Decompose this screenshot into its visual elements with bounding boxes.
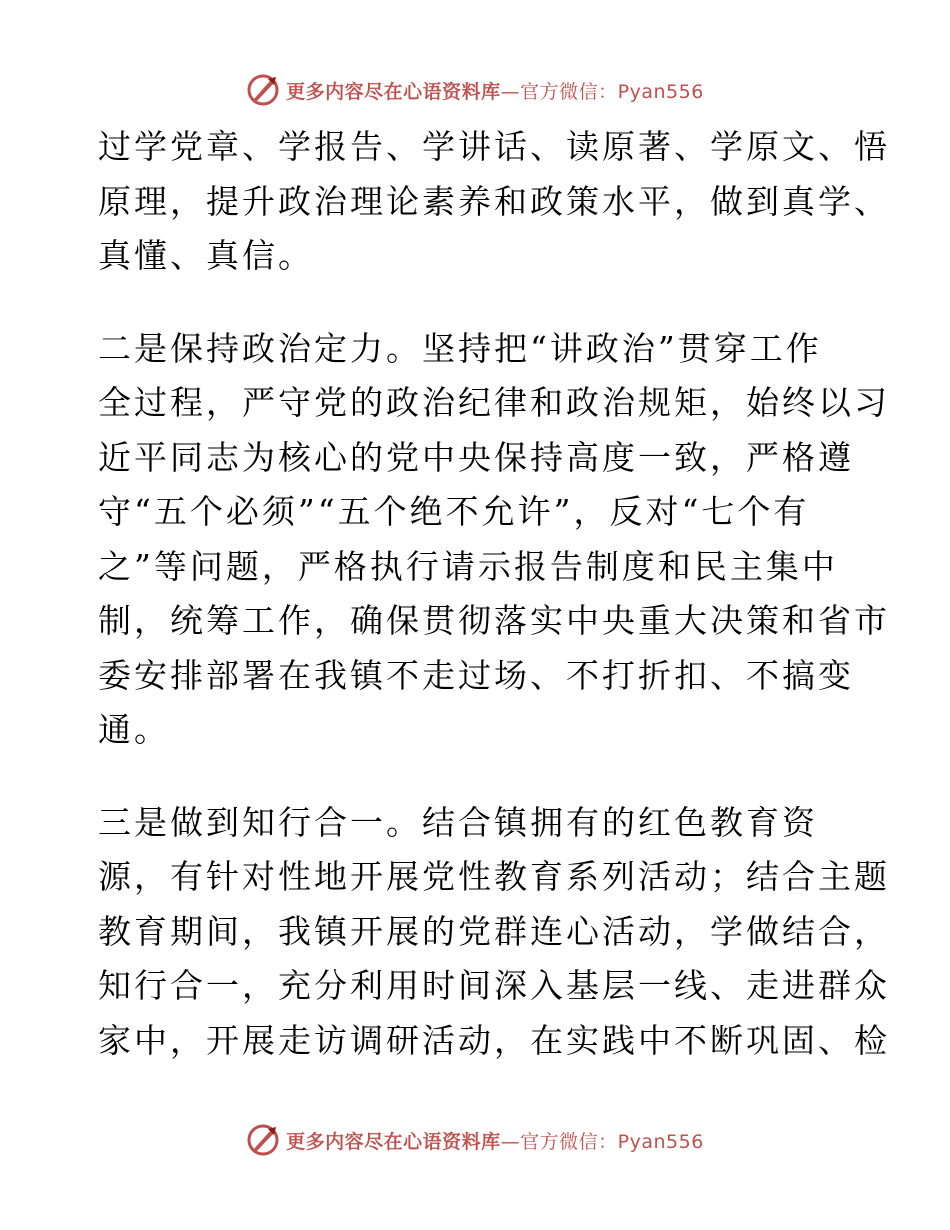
header-brand: 更多内容尽在心语资料库 xyxy=(286,80,501,103)
footer-separator: — xyxy=(500,1130,521,1153)
paragraph xyxy=(98,796,890,1069)
footer-text xyxy=(286,1127,704,1154)
text-line: 知行合一，充分利用时间深入基层一线、走进群众 xyxy=(98,966,890,1005)
text-line: 通。 xyxy=(98,710,170,749)
header-text xyxy=(286,77,704,104)
quill-logo-icon xyxy=(246,1123,280,1157)
text-line: 教育期间，我镇开展的党群连心活动，学做结合， xyxy=(98,911,890,951)
footer-brand: 更多内容尽在心语资料库 xyxy=(286,1130,501,1153)
footer-contact: 官方微信：Pyan556 xyxy=(520,1130,704,1153)
header-separator: — xyxy=(500,80,521,103)
text-line: 守“五个必须”“五个绝不允许”，反对“七个有 xyxy=(98,492,810,531)
text-line: 原理，提升政治理论素养和政策水平，做到真学、 xyxy=(98,181,890,221)
text-line: 二是保持政治定力。坚持把“讲政治”贯穿工作 xyxy=(98,328,822,368)
header-contact: 官方微信：Pyan556 xyxy=(520,80,704,103)
text-line: 家中，开展走访调研活动，在实践中不断巩固、检 xyxy=(98,1020,890,1060)
text-line: 源，有针对性地开展党性教育系列活动；结合主题 xyxy=(98,857,890,896)
paragraph xyxy=(98,322,890,758)
text-line: 制，统筹工作，确保贯彻落实中央重大决策和省市 xyxy=(98,601,890,640)
text-line: 委安排部署在我镇不走过场、不打折扣、不搞变 xyxy=(98,655,854,695)
text-line: 之”等问题，严格执行请示报告制度和民主集中 xyxy=(98,546,838,586)
text-line: 全过程，严守党的政治纪律和政治规矩，始终以习 xyxy=(98,383,890,422)
text-line: 近平同志为核心的党中央保持高度一致，严格遵 xyxy=(98,437,854,477)
text-line: 真懂、真信。 xyxy=(98,236,314,275)
text-line: 三是做到知行合一。结合镇拥有的红色教育资 xyxy=(98,802,818,842)
header-banner xyxy=(0,70,950,110)
body-text xyxy=(98,120,890,1068)
quill-logo-icon xyxy=(246,73,280,107)
footer-banner xyxy=(0,1120,950,1160)
paragraph xyxy=(98,120,890,284)
text-line: 过学党章、学报告、学讲话、读原著、学原文、悟 xyxy=(98,127,890,166)
